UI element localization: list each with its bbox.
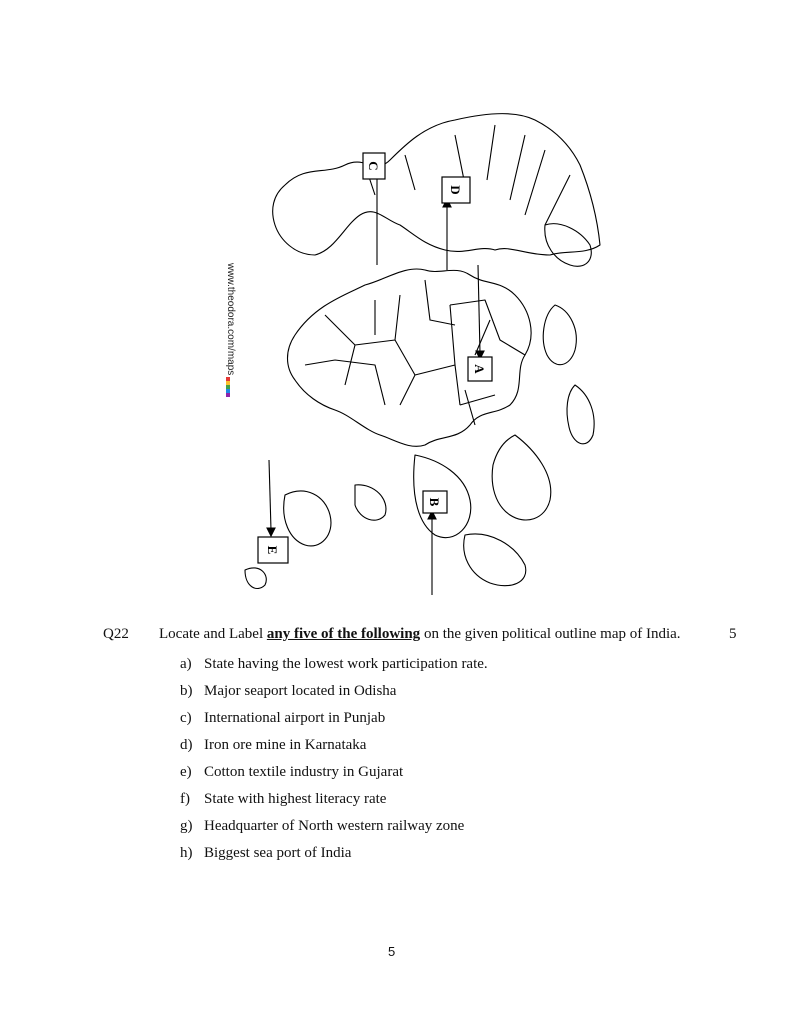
map-outline-central	[288, 269, 532, 446]
option-item	[180, 789, 488, 816]
page-number: 5	[388, 944, 396, 959]
option-label: a)	[180, 656, 192, 672]
marker-e: E	[265, 545, 280, 555]
option-label: b)	[180, 683, 193, 699]
option-text: Major seaport located in Odisha	[204, 683, 397, 699]
option-text: Iron ore mine in Karnataka	[204, 737, 367, 753]
option-label: g)	[180, 818, 193, 834]
option-text: State with highest literacy rate	[204, 791, 387, 807]
option-label: c)	[180, 710, 192, 726]
option-text: Cotton textile industry in Gujarat	[204, 764, 404, 780]
india-outline-map	[225, 105, 615, 600]
option-item	[180, 708, 488, 735]
option-item	[180, 735, 488, 762]
option-label: f)	[180, 791, 190, 807]
option-item	[180, 654, 488, 681]
option-label: h)	[180, 845, 193, 861]
option-text: Headquarter of North western railway zone	[204, 818, 465, 834]
option-item	[180, 816, 488, 843]
marker-a: A	[472, 364, 487, 374]
question-marks: 5	[729, 626, 737, 642]
option-item	[180, 762, 488, 789]
marker-b: B	[427, 497, 442, 507]
map-watermark: www.theodora.com/maps	[225, 263, 236, 376]
option-label: e)	[180, 764, 192, 780]
option-text: International airport in Punjab	[204, 710, 386, 726]
option-text: Biggest sea port of India	[204, 845, 352, 861]
question-text	[159, 626, 681, 643]
option-label: d)	[180, 737, 193, 753]
marker-c: C	[366, 161, 381, 171]
question-number: Q22	[103, 626, 129, 642]
arrow-e	[269, 460, 271, 530]
map-outline-south	[284, 491, 331, 546]
options-list	[180, 654, 488, 870]
marker-d: D	[448, 185, 463, 195]
map-outline-north	[273, 114, 600, 255]
question-text-after: on the given political outline map of India.	[420, 626, 681, 642]
option-item	[180, 681, 488, 708]
question-text-before: Locate and Label	[159, 626, 267, 642]
question-emphasis: any five of the following	[266, 626, 421, 642]
watermark-color-bar-icon	[226, 377, 230, 397]
option-text: State having the lowest work participation rate.	[204, 656, 488, 672]
arrow-a	[478, 265, 480, 353]
option-item	[180, 843, 488, 870]
